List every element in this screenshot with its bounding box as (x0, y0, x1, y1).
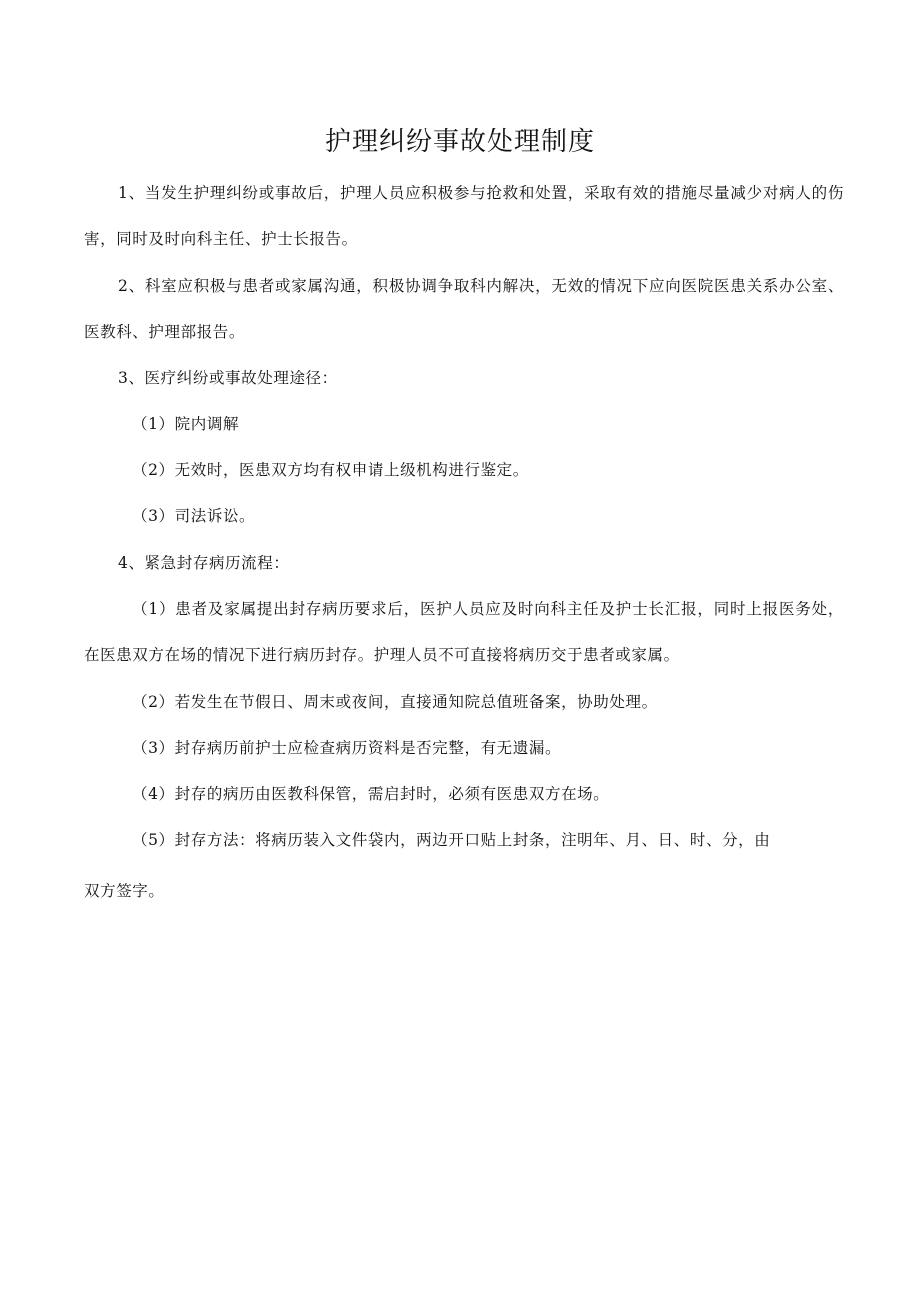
paragraph-3-item-1: （1）院内调解 (132, 415, 240, 433)
paragraph-1: 1、当发生护理纠纷或事故后，护理人员应积极参与抢救和处置，采取有效的措施尽量减少对病人的伤害，同时及时向科主任、护士长报告。 (84, 184, 844, 248)
document-title: 护理纠纷事故处理制度 (324, 127, 595, 157)
paragraph-4-item-5-continuation: 双方签字。 (84, 882, 165, 900)
paragraph-4: 4、紧急封存病历流程： (118, 554, 290, 572)
paragraph-4-item-3: （3）封存病历前护士应检查病历资料是否完整，有无遗漏。 (132, 739, 562, 757)
paragraph-3-item-2: （2）无效时，医患双方均有权申请上级机构进行鉴定。 (132, 461, 529, 479)
paragraph-4-item-1: （1）患者及家属提出封存病历要求后，医护人员应及时向科主任及护士长汇报，同时上报医务处，在医患双方在场的情况下进行病历封存。护理人员不可直接将病历交于患者或家属。 (84, 600, 844, 664)
paragraph-2: 2、科室应积极与患者或家属沟通，积极协调争取科内解决，无效的情况下应向医院医患关系办公室、医教科、护理部报告。 (84, 277, 844, 341)
paragraph-4-item-4: （4）封存的病历由医教科保管，需启封时，必须有医患双方在场。 (132, 785, 610, 803)
paragraph-4-item-5: （5）封存方法：将病历装入文件袋内，两边开口贴上封条，注明年、月、日、时、分，由 (132, 831, 771, 849)
paragraph-3-item-3: （3）司法诉讼。 (132, 507, 256, 525)
paragraph-3: 3、医疗纠纷或事故处理途径： (118, 369, 338, 387)
paragraph-4-item-2: （2）若发生在节假日、周末或夜间，直接通知院总值班备案，协助处理。 (132, 693, 658, 711)
